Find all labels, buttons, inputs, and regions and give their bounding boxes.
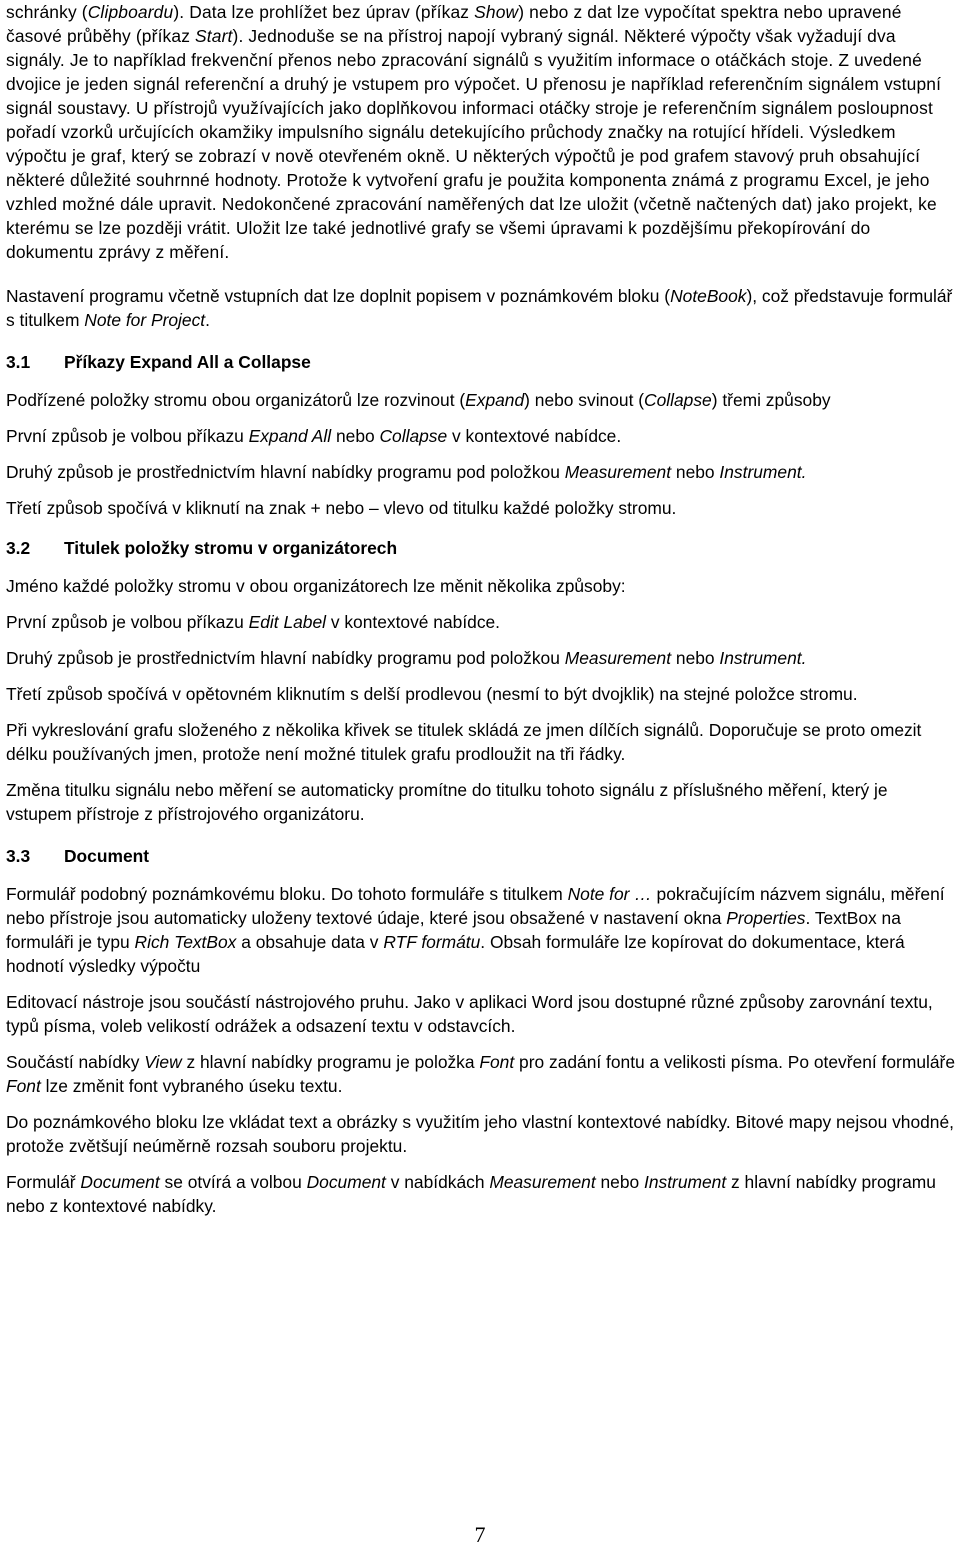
italic-term: RTF formátu [383,932,481,952]
italic-term: Font [479,1052,515,1072]
section-number: 3.1 [6,352,31,372]
italic-term: Measurement [489,1172,596,1192]
paragraph-first-method: První způsob je volbou příkazu Expand All nebo Collapse v kontextové nabídce. [6,426,622,446]
section-title: Titulek položky stromu v organizátorech [64,538,398,558]
italic-term: Document [306,1172,386,1192]
section-number: 3.2 [6,538,31,558]
italic-term: Note for Project [84,310,206,330]
italic-term: View [144,1052,182,1072]
italic-term: Show [474,2,519,22]
paragraph-document-form: Formulář podobný poznámkovému bloku. Do tohoto formuláře s titulkem Note for … pokračujícím názvem signálu, měření nebo přístroje jsou automaticky uloženy textové údaje, které jsou obsažené v nastavení okna Properties. TextBox na formuláři je typu Rich TextBox a obsahuje data v RTF formátu. Obsah formuláře lze kopírovat do dokumentace, která hodnotí výsledky výpočtu [6,884,945,976]
italic-term: Expand [465,390,525,410]
section-title: Příkazy Expand All a Collapse [64,352,311,372]
italic-term: Measurement [564,648,672,668]
paragraph-clipboard-data: schránky (Clipboardu). Data lze prohlížet bez úprav (příkaz Show) nebo z dat lze vypočítat spektra nebo upravené časové průběhy (příkaz Start). Jednoduše se na přístroj napojí vybraný signál. Některé výpočty však vyžadují dva signály. Je to například frekvenční přenos nebo zpracování signálů s využitím informace o otáčkách stoje. Z uvedené dvojice je jeden signál referenční a druhý je vstupem pro výpočet. U přenosu je například referenčním signálem vstupní signál soustavy. U přístrojů využívajících jako doplňkovou informaci otáčky stroje je referenčním signálem posloupnost pořadí vzorků určujících okamžiky impulsního signálu detekujícího průchody značky na rotující hřídeli. Výsledkem výpočtu je graf, který se zobrazí v nově otevřeném okně. U některých výpočtů je pod grafem stavový pruh obsahující některé důležité souhrnné hodnoty. Protože k vytvoření grafu je použita komponenta známá z programu Excel, je jeho vzhled možné dále upravit. Nedokončené zpracování naměřených dat lze uložit (včetně načtených dat) jako projekt, ke kterému se lze později vrátit. Uložit lze také jednotlivé grafy se všemi úpravami k pozdějšímu překopírování do dokumentu zprávy z měření. [6,2,942,262]
italic-term: Instrument. [719,648,807,668]
paragraph-edit-label-second: Druhý způsob je prostřednictvím hlavní nabídky programu pod položkou Measurement nebo Instrument. [6,648,807,668]
italic-term: Clipboardu [87,2,174,22]
italic-term: Expand All [248,426,332,446]
section-title: Document [64,846,150,866]
paragraph-edit-label-first: První způsob je volbou příkazu Edit Label v kontextové nabídce. [6,612,501,632]
section-heading-3-1 [6,350,956,374]
italic-term: Collapse [644,390,712,410]
italic-term: Note for … [567,884,652,904]
paragraph-second-method: Druhý způsob je prostřednictvím hlavní nabídky programu pod položkou Measurement nebo Instrument. [6,462,807,482]
paragraph-third-method: Třetí způsob spočívá v kliknutí na znak + nebo – vlevo od titulku každé položky stromu. [6,498,677,518]
italic-term: Rich TextBox [134,932,237,952]
italic-term: Instrument [644,1172,727,1192]
page-number: 7 [474,1522,486,1547]
paragraph-edit-label-third: Třetí způsob spočívá v opětovném kliknutím s delší prodlevou (nesmí to být dvojklik) na stejné položce stromu. [6,684,858,704]
italic-term: NoteBook [670,286,747,306]
italic-term: Properties [726,908,806,928]
italic-term: Start [195,26,233,46]
section-heading-3-3 [6,844,956,868]
italic-term: Font [6,1076,41,1096]
paragraph-expand-collapse-intro: Podřízené položky stromu obou organizátorů lze rozvinout (Expand) nebo svinout (Collapse) třemi způsoby [6,390,831,410]
paragraph-graph-title: Při vykreslování grafu složeného z několika křivek se titulek skládá ze jmen dílčích signálů. Doporučuje se proto omezit délku používaných jmen, protože není možné titulek grafu prodloužit na tři řádky. [6,720,922,764]
section-number: 3.3 [6,846,31,866]
section-heading-3-2 [6,536,956,560]
paragraph-images: Do poznámkového bloku lze vkládat text a obrázky s využitím jeho vlastní kontextové nabídky. Bitové mapy nejsou vhodné, protože zvětšují neúměrně rozsah souboru projektu. [6,1112,954,1156]
paragraph-notebook: Nastavení programu včetně vstupních dat lze doplnit popisem v poznámkovém bloku (NoteBook), což představuje formulář s titulkem Note for Project. [6,286,953,330]
paragraph-editing-tools: Editovací nástroje jsou součástí nástrojového pruhu. Jako v aplikaci Word jsou dostupné různé způsoby zarovnání textu, typů písma, voleb velikostí odrážek a odsazení textu v odstavcích. [6,992,933,1036]
italic-term: Document [80,1172,160,1192]
italic-term: Edit Label [248,612,326,632]
document-page [6,0,956,1230]
paragraph-font-menu: Součástí nabídky View z hlavní nabídky programu je položka Font pro zadání fontu a velikosti písma. Po otevření formuláře Font lze změnit font vybraného úseku textu. [6,1052,955,1096]
paragraph-label-intro: Jméno každé položky stromu v obou organizátorech lze měnit několika způsoby: [6,576,626,596]
italic-term: Instrument. [719,462,807,482]
paragraph-open-document: Formulář Document se otvírá a volbou Document v nabídkách Measurement nebo Instrument z hlavní nabídky programu nebo z kontextové nabídky. [6,1172,936,1216]
italic-term: Collapse [379,426,448,446]
italic-term: Measurement [564,462,672,482]
paragraph-title-propagation: Změna titulku signálu nebo měření se automaticky promítne do titulku tohoto signálu z příslušného měření, který je vstupem přístroje z přístrojového organizátoru. [6,780,888,824]
